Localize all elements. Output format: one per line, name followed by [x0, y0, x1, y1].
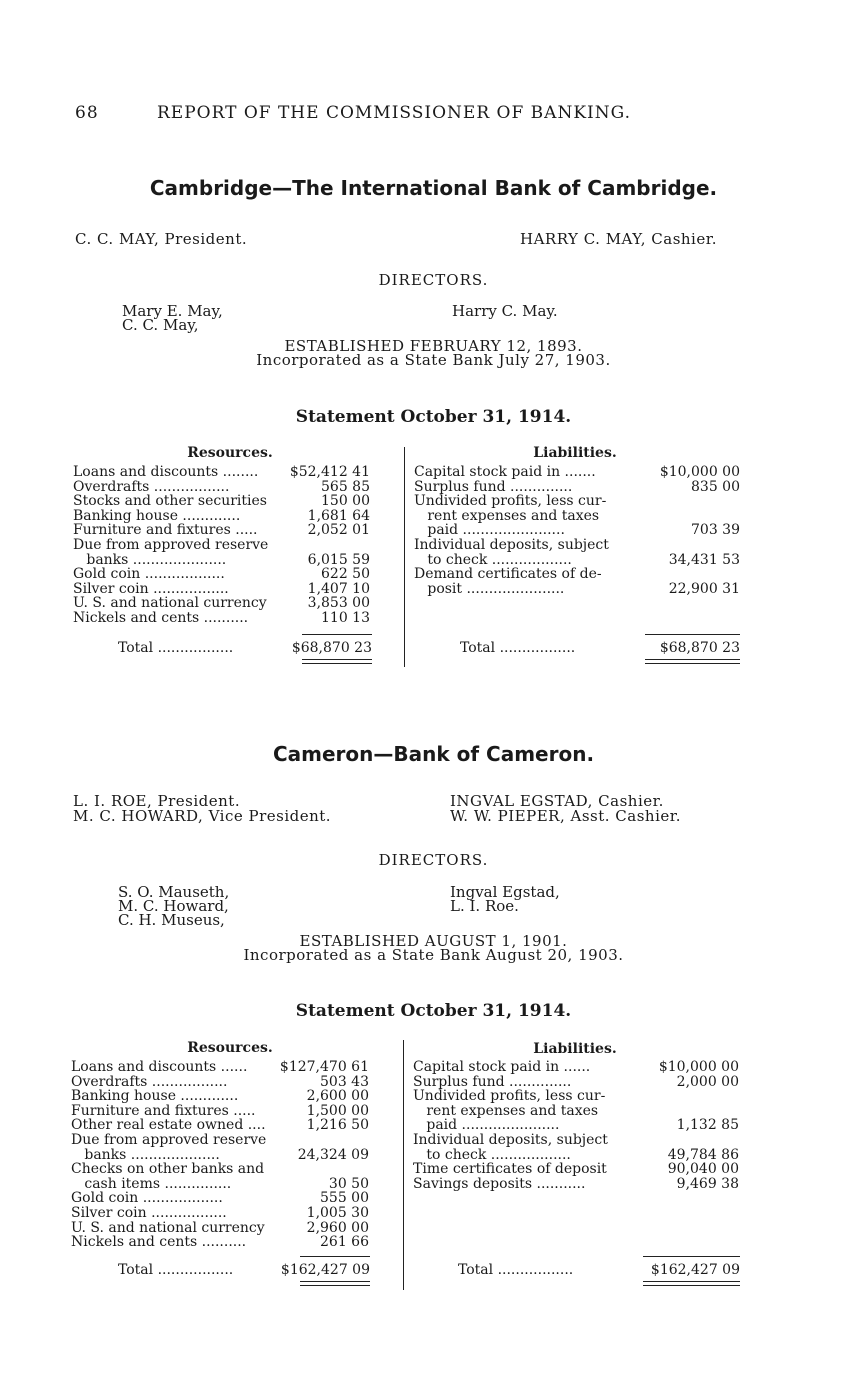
- liability-amount: 49,784 86: [667, 1146, 739, 1163]
- total-rule-top: [643, 1256, 740, 1257]
- liability-label: Capital stock paid in .......: [414, 465, 596, 480]
- total-double-rule: [645, 659, 740, 660]
- liability-label: Undivided profits, less cur-: [413, 1089, 606, 1104]
- resource-label: Furniture and fixtures .....: [73, 523, 258, 538]
- resource-label: Gold coin ..................: [73, 567, 225, 582]
- officer-right: HARRY C. MAY, Cashier.: [520, 230, 718, 248]
- resource-amount: 30 50: [328, 1175, 369, 1192]
- officer-name: M. C. HOWARD, Vice President.: [73, 807, 332, 825]
- liability-row: [413, 1148, 743, 1163]
- resource-row: [71, 1221, 403, 1236]
- resource-amount: $127,470 61: [279, 1059, 369, 1075]
- resource-label: Banking house .............: [73, 508, 241, 524]
- total-double-rule: [302, 659, 372, 660]
- liability-amount: 835 00: [691, 478, 740, 495]
- bank-heading: Cameron—Bank of Cameron.: [272, 742, 595, 766]
- director-name: Harry C. May.: [452, 302, 558, 320]
- resource-amount: 150 00: [321, 493, 370, 510]
- resource-amount: 2,600 00: [306, 1088, 369, 1105]
- liability-label: paid ......................: [413, 1118, 560, 1133]
- liability-label: posit ......................: [414, 581, 565, 597]
- total-double-rule: [645, 663, 740, 664]
- column-divider: [403, 1040, 404, 1290]
- resource-amount: 24,324 09: [297, 1146, 369, 1163]
- liabilities-total: $68,870 23: [659, 640, 740, 656]
- liability-amount: 34,431 53: [668, 551, 740, 568]
- directors-left: [122, 304, 223, 332]
- resource-row: [71, 1191, 403, 1206]
- total-rule-top: [300, 1256, 370, 1257]
- total-double-rule: [302, 663, 372, 664]
- resource-row: [73, 582, 403, 597]
- resource-row: [73, 523, 403, 538]
- liability-row: [414, 509, 744, 524]
- resource-label: Furniture and fixtures .....: [71, 1103, 256, 1119]
- resource-row: [71, 1133, 403, 1148]
- established-line: ESTABLISHED AUGUST 1, 1901.: [299, 932, 568, 950]
- resource-amount: 1,407 10: [307, 580, 370, 597]
- liability-row: [413, 1118, 743, 1133]
- resource-row: [73, 596, 403, 611]
- resources-total-label: Total .................: [118, 640, 234, 656]
- resource-label: Nickels and cents ..........: [71, 1235, 247, 1250]
- liability-row: [414, 582, 744, 597]
- directors-left: [118, 885, 229, 927]
- resource-row: [71, 1148, 403, 1163]
- resources-total: $68,870 23: [291, 640, 372, 656]
- liability-row: [414, 494, 744, 509]
- resources-list: [73, 465, 403, 626]
- liability-label: Demand certificates of de-: [414, 567, 602, 582]
- resource-row: [71, 1104, 403, 1119]
- director-name: C. H. Museus,: [118, 911, 225, 929]
- resource-label: Overdrafts .................: [73, 479, 230, 495]
- resource-amount: 6,015 59: [307, 551, 370, 568]
- resources-heading: Resources.: [187, 445, 273, 461]
- liability-row: [413, 1133, 743, 1148]
- total-rule-top: [645, 634, 740, 635]
- resource-row: [71, 1206, 403, 1221]
- liability-amount: $10,000 00: [659, 464, 740, 480]
- total-double-rule: [643, 1281, 740, 1282]
- total-rule-top: [302, 634, 372, 635]
- officer-left: C. C. MAY, President.: [75, 230, 248, 248]
- resource-amount: 261 66: [320, 1234, 369, 1251]
- resource-row: [71, 1075, 403, 1090]
- resource-label: Other real estate owned ....: [71, 1118, 266, 1133]
- resource-amount: 2,052 01: [307, 522, 370, 539]
- liability-label: to check ..................: [413, 1147, 571, 1163]
- resource-row: [71, 1177, 403, 1192]
- liability-label: to check ..................: [414, 552, 572, 568]
- resource-label: U. S. and national currency: [73, 596, 267, 611]
- resource-label: Gold coin ..................: [71, 1191, 223, 1206]
- resource-amount: 503 43: [320, 1073, 369, 1090]
- officer-name: INGVAL EGSTAD, Cashier.: [450, 792, 664, 810]
- incorporated-line: Incorporated as a State Bank July 27, 1903.: [256, 351, 611, 369]
- liability-label: Savings deposits ...........: [413, 1176, 586, 1192]
- resource-row: [71, 1060, 403, 1075]
- resource-label: Silver coin .................: [71, 1205, 227, 1221]
- bank-heading: Cambridge—The International Bank of Cambridge.: [149, 176, 718, 200]
- resource-amount: 1,681 64: [307, 507, 370, 524]
- resource-row: [73, 465, 403, 480]
- resource-label: Loans and discounts ......: [71, 1060, 248, 1075]
- resource-amount: 565 85: [321, 478, 370, 495]
- resource-row: [73, 553, 403, 568]
- liability-row: [414, 465, 744, 480]
- resource-label: Overdrafts .................: [71, 1074, 228, 1090]
- officer-name: L. I. ROE, President.: [73, 792, 241, 810]
- officer-name: W. W. PIEPER, Asst. Cashier.: [450, 807, 682, 825]
- resource-row: [71, 1089, 403, 1104]
- liability-label: paid .......................: [414, 523, 565, 538]
- resource-label: Nickels and cents ..........: [73, 610, 249, 626]
- resource-amount: 622 50: [321, 566, 370, 583]
- liability-label: Time certificates of deposit: [413, 1162, 607, 1177]
- liability-row: [413, 1089, 743, 1104]
- liability-row: [414, 553, 744, 568]
- established-line: ESTABLISHED FEBRUARY 12, 1893.: [284, 337, 583, 355]
- liability-amount: 1,132 85: [676, 1117, 739, 1134]
- resource-row: [73, 494, 403, 509]
- statement-heading: Statement October 31, 1914.: [295, 1001, 572, 1021]
- liabilities-list: [413, 1060, 743, 1191]
- resource-label: Silver coin .................: [73, 581, 229, 597]
- resource-amount: 2,960 00: [306, 1219, 369, 1236]
- liability-label: rent expenses and taxes: [413, 1103, 599, 1119]
- total-double-rule: [300, 1281, 370, 1282]
- liability-row: [413, 1075, 743, 1090]
- resource-row: [71, 1235, 403, 1250]
- resource-label: banks ....................: [71, 1147, 220, 1163]
- officers-left: [73, 794, 331, 824]
- liability-label: Capital stock paid in ......: [413, 1060, 591, 1075]
- resource-label: Loans and discounts ........: [73, 465, 259, 480]
- resource-row: [73, 611, 403, 626]
- directors-heading: DIRECTORS.: [378, 851, 489, 869]
- liability-row: [413, 1177, 743, 1192]
- resources-heading: Resources.: [187, 1040, 273, 1056]
- liability-amount: 703 39: [691, 522, 740, 539]
- liability-row: [413, 1060, 743, 1075]
- liability-label: rent expenses and taxes: [414, 508, 600, 524]
- column-divider: [404, 447, 405, 667]
- resource-amount: 1,216 50: [306, 1117, 369, 1134]
- directors-right: [450, 885, 560, 913]
- resource-row: [73, 509, 403, 524]
- directors-heading: DIRECTORS.: [378, 271, 489, 289]
- resources-total-label: Total .................: [118, 1262, 234, 1278]
- resource-amount: 555 00: [320, 1190, 369, 1207]
- resource-label: Due from approved reserve: [71, 1132, 267, 1148]
- resource-label: banks .....................: [73, 552, 227, 568]
- resource-row: [71, 1118, 403, 1133]
- liability-amount: 9,469 38: [676, 1175, 739, 1192]
- director-name: C. C. May,: [122, 316, 199, 334]
- liability-row: [413, 1162, 743, 1177]
- resource-amount: 3,853 00: [307, 595, 370, 612]
- director-name: M. C. Howard,: [118, 897, 229, 915]
- resource-row: [73, 480, 403, 495]
- resource-amount: $52,412 41: [289, 464, 370, 480]
- liability-row: [413, 1104, 743, 1119]
- liability-amount: $10,000 00: [658, 1059, 739, 1075]
- liability-label: Undivided profits, less cur-: [414, 494, 607, 509]
- liability-label: Surplus fund ..............: [413, 1074, 572, 1090]
- incorporated-line: Incorporated as a State Bank August 20, 1903.: [243, 946, 624, 964]
- resource-row: [71, 1162, 403, 1177]
- resources-list: [71, 1060, 403, 1250]
- liabilities-total-label: Total .................: [460, 640, 576, 656]
- total-double-rule: [300, 1285, 370, 1286]
- liability-amount: 22,900 31: [668, 580, 740, 597]
- liability-label: Individual deposits, subject: [414, 537, 609, 553]
- statement-heading: Statement October 31, 1914.: [295, 407, 572, 427]
- resource-label: Banking house .............: [71, 1089, 239, 1104]
- resource-label: U. S. and national currency: [71, 1220, 265, 1236]
- page-number: 68: [75, 103, 99, 123]
- resource-amount: 1,005 30: [306, 1204, 369, 1221]
- liabilities-total: $162,427 09: [650, 1262, 740, 1278]
- liability-label: Surplus fund ..............: [414, 479, 573, 495]
- director-name: Ingval Egstad,: [450, 883, 560, 901]
- resource-amount: 110 13: [321, 609, 370, 626]
- resource-label: Checks on other banks and: [71, 1162, 265, 1177]
- resource-label: cash items ...............: [71, 1176, 232, 1192]
- liability-label: Individual deposits, subject: [413, 1132, 608, 1148]
- resource-row: [73, 538, 403, 553]
- liability-row: [414, 523, 744, 538]
- directors-right: [452, 304, 558, 318]
- liability-row: [414, 567, 744, 582]
- resource-amount: 1,500 00: [306, 1102, 369, 1119]
- liability-amount: 2,000 00: [676, 1073, 739, 1090]
- liability-amount: 90,040 00: [667, 1161, 739, 1178]
- liability-row: [414, 538, 744, 553]
- liabilities-heading: Liabilities.: [533, 1041, 617, 1057]
- director-name: S. O. Mauseth,: [118, 883, 230, 901]
- resources-total: $162,427 09: [280, 1262, 370, 1278]
- running-head-title: REPORT OF THE COMMISSIONER OF BANKING.: [157, 103, 631, 123]
- liabilities-heading: Liabilities.: [533, 445, 617, 461]
- director-name: Mary E. May,: [122, 302, 223, 320]
- liability-row: [414, 480, 744, 495]
- officers-right: [450, 794, 681, 824]
- liabilities-list: [414, 465, 744, 596]
- resource-label: Stocks and other securities: [73, 494, 267, 509]
- total-double-rule: [643, 1285, 740, 1286]
- resource-row: [73, 567, 403, 582]
- resource-label: Due from approved reserve: [73, 537, 269, 553]
- director-name: L. I. Roe.: [450, 897, 519, 915]
- liabilities-total-label: Total .................: [458, 1262, 574, 1278]
